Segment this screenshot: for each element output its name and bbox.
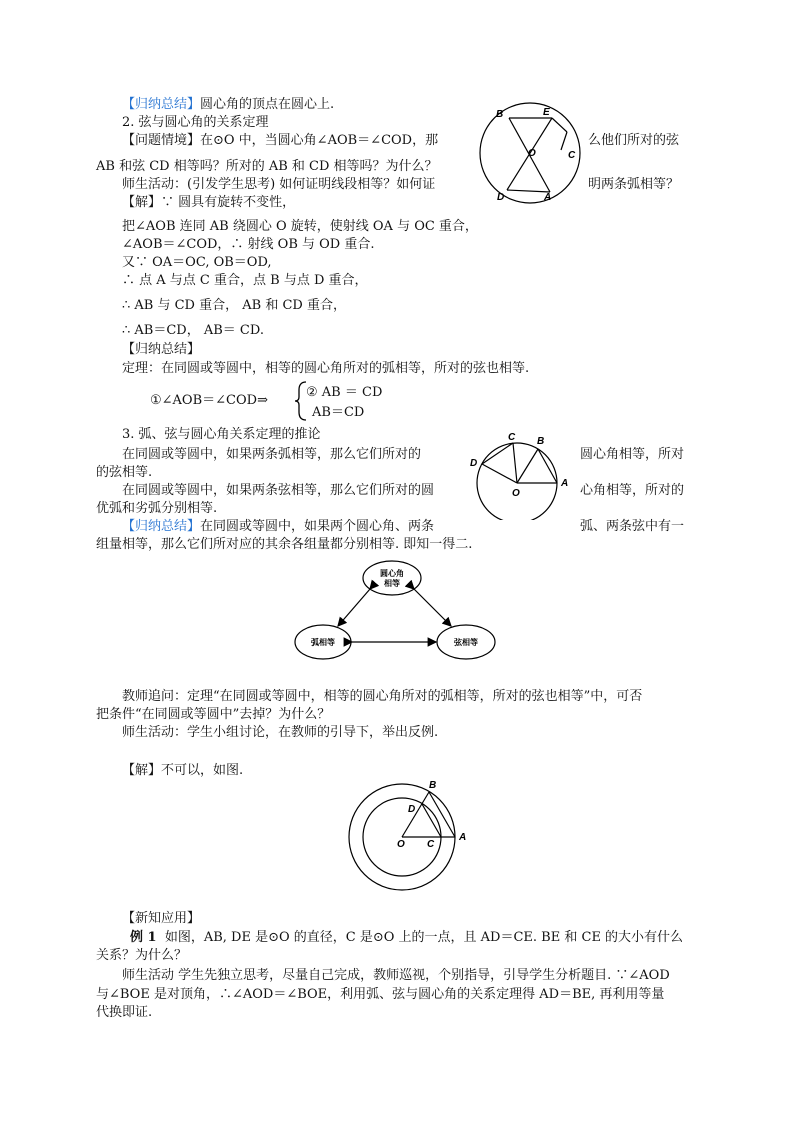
summary-tag-3: 【归纳总结】 xyxy=(122,519,201,534)
node-angle-label-2: 相等 xyxy=(384,579,400,588)
teacher-question-2: 把条件“在同圆或等圆中”去掉？为什么？ xyxy=(96,707,331,722)
formula-top: ② AB ＝ CD xyxy=(306,385,383,400)
formula-left: ①∠AOB＝∠COD⇒ xyxy=(150,393,268,408)
example-activity-1: 师生活动 学生先独立思考，尽量自己完成，教师巡视，个别指导，引导学生分析题目. ∵∠AOD xyxy=(122,968,670,983)
figure-1-circle xyxy=(474,100,594,210)
fig2-label-o: O xyxy=(512,488,520,499)
p1-line-b: 圆心角相等，所对 xyxy=(580,447,685,462)
fig3-label-a: A xyxy=(459,832,467,843)
fig1-label-c: C xyxy=(568,150,576,161)
node-chord-label: 弦相等 xyxy=(454,638,478,647)
solution-line-4: 又∵ OA＝OC, OB＝OD, xyxy=(122,255,272,270)
fig2-label-b: B xyxy=(537,436,545,447)
example-activity-3: 代换即证. xyxy=(96,1005,153,1020)
summary-line-3a xyxy=(122,518,434,535)
p2-line-b: 心角相等，所对的 xyxy=(580,483,685,498)
summary-tag: 【归纳总结】 xyxy=(122,97,201,112)
p2-line-a: 在同圆或等圆中，如果两条弦相等，那么它们所对的圆 xyxy=(122,483,435,498)
fig2-label-c: C xyxy=(508,432,516,443)
fig2-label-d: D xyxy=(470,458,478,469)
section-3-heading: 3. 弧、弦与圆心角关系定理的推论 xyxy=(122,427,321,442)
p1-line-a: 在同圆或等圆中，如果两条弧相等，那么它们所对的 xyxy=(122,447,422,462)
theorem-text: 在同圆或等圆中，相等的圆心角所对的弧相等，所对的弦也相等. xyxy=(161,361,530,376)
example-1-text: 如图，AB, DE 是⊙O 的直径，C 是⊙O 上的一点，且 AD＝CE. BE 和 CE 的大小有什么 xyxy=(164,930,684,945)
example-1-line-2: 关系？为什么？ xyxy=(96,948,188,963)
fig1-label-e: E xyxy=(543,107,550,118)
example-activity-2: 与∠BOE 是对顶角，∴∠AOD＝∠BOE，利用弧、弦与圆心角的关系定理得 AD＝BE, 再利用等量 xyxy=(96,987,665,1002)
solution-line-7: ∴ AB＝CD， AB＝ CD. xyxy=(122,323,264,338)
p2-line-c: 优弧和劣弧分别相等. xyxy=(96,501,218,516)
relation-diagram xyxy=(290,556,500,668)
question-line-1b: 么他们所对的弦 xyxy=(588,133,680,148)
fig1-label-d: D xyxy=(497,192,505,203)
teacher-question-1: 教师追问：定理“在同圆或等圆中，相等的圆心角所对的弧相等，所对的弦也相等”中，可否 xyxy=(122,689,643,704)
solution-line-5: ∴ 点 A 与点 C 重合，点 B 与点 D 重合， xyxy=(122,273,368,288)
theorem-line xyxy=(122,360,529,377)
formula-bottom: AB＝CD xyxy=(312,405,365,420)
activity-line-a: 师生活动：(引发学生思考) 如何证明线段相等？如何证 xyxy=(122,177,436,192)
fig1-label-b: B xyxy=(496,109,504,120)
summary-line-1 xyxy=(122,96,334,113)
p1-line-c: 的弦相等. xyxy=(96,465,153,480)
new-knowledge-heading: 【新知应用】 xyxy=(122,911,201,926)
node-angle-label-1: 圆心角 xyxy=(380,569,404,578)
figure-3-concentric xyxy=(340,776,480,892)
fig1-label-a: A xyxy=(544,192,552,203)
fig3-label-d: D xyxy=(408,804,416,815)
summary-3-text-a: 在同圆或等圆中，如果两个圆心角、两条 xyxy=(200,519,435,534)
example-label: 例 1 xyxy=(130,930,157,945)
summary-line-3c: 组量相等，那么它们所对应的其余各组量都分别相等. 即知一得二. xyxy=(96,537,473,552)
fig3-label-o: O xyxy=(397,839,405,850)
example-1-line-1 xyxy=(130,929,683,946)
solution-counterexample: 【解】不可以，如图. xyxy=(122,763,244,778)
fig2-label-a: A xyxy=(561,478,569,489)
section-2-heading: 2. 弦与圆心角的关系定理 xyxy=(122,115,269,130)
question-line-1a: 【问题情境】在⊙O 中，当圆心角∠AOB＝∠COD，那 xyxy=(122,133,439,148)
solution-line-1: 【解】∵ 圆具有旋转不变性， xyxy=(122,195,296,210)
question-line-2: AB 和弦 CD 相等吗？所对的 AB 和 CD 相等吗？为什么？ xyxy=(96,159,438,174)
summary-line-3b: 弧、两条弦中有一 xyxy=(580,519,685,534)
solution-line-3: ∠AOB＝∠COD，∴ 射线 OB 与 OD 重合. xyxy=(122,237,375,252)
figure-2-circle xyxy=(470,428,580,520)
theorem-label: 定理： xyxy=(122,361,162,376)
fig3-label-c: C xyxy=(427,839,435,850)
node-arc-label: 弧相等 xyxy=(311,638,335,647)
fig1-label-o: O xyxy=(528,148,536,159)
solution-line-6: ∴ AB 与 CD 重合， AB 和 CD 重合， xyxy=(122,298,346,313)
activity-discussion: 师生活动：学生小组讨论，在教师的引导下，举出反例. xyxy=(122,725,439,740)
fig3-label-b: B xyxy=(429,780,437,791)
summary-tag-2: 【归纳总结】 xyxy=(122,342,201,357)
solution-line-2: 把∠AOB 连同 AB 绕圆心 O 旋转，使射线 OA 与 OC 重合， xyxy=(122,219,478,234)
activity-line-b: 明两条弧相等？ xyxy=(588,177,680,192)
node-angle xyxy=(363,561,421,595)
summary-text: 圆心角的顶点在圆心上. xyxy=(200,97,335,112)
